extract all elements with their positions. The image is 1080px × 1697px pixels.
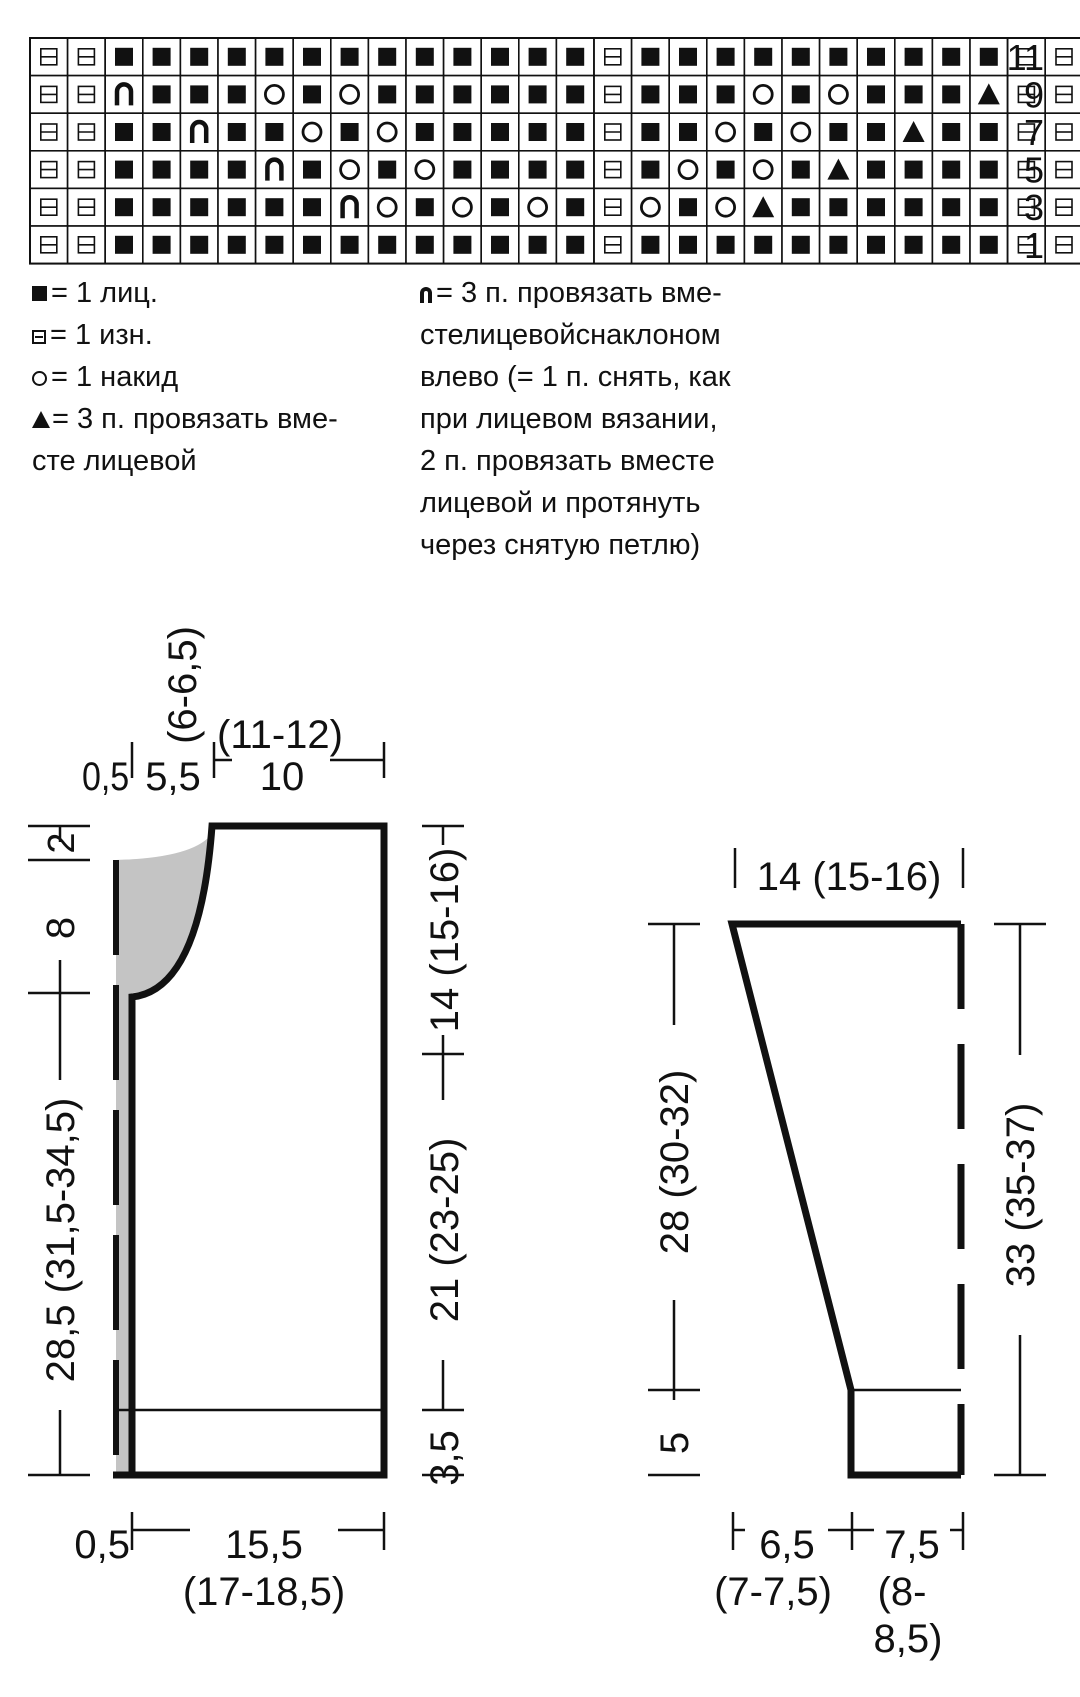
chart-cell-knit-stitch [143,38,181,76]
chart-cell-knit-stitch [406,76,444,114]
chart-cell-knit-stitch [256,113,294,151]
chart-cell-knit-stitch [331,38,369,76]
left-legend-row [32,398,338,440]
chart-cell-knit-stitch [444,151,482,189]
sleeve-cuff-label: 5 [653,1431,697,1455]
chart-cell-knit-stitch [669,113,707,151]
chart-cell-knit-stitch [744,113,782,151]
sleeve-bottom-left-alt-label: (7-7,5) [714,1570,832,1614]
chart-cell-knit-stitch [632,151,670,189]
chart-row-number: 9 [1023,74,1044,116]
chart-cell-yarn-over-stitch [744,76,782,114]
right-legend-row [420,356,731,398]
chart-cell-knit-stitch [895,151,933,189]
chart-cell-knit-stitch [782,76,820,114]
sleeve-outline [732,924,961,1475]
chart-cell-knit-stitch [143,76,181,114]
front-neck-depth-top-label: 2 [41,832,83,854]
chart-cell-yarn-over-stitch [820,76,858,114]
chart-cell-knit-stitch [857,76,895,114]
chart-cell-knit-stitch [143,113,181,151]
chart-cell-knit-stitch [895,188,933,226]
chart-cell-knit-stitch [857,151,895,189]
chart-cell-yarn-over-stitch [293,113,331,151]
chart-cell-purl-stitch [30,38,68,76]
chart-cell-knit-stitch [481,188,519,226]
chart-cell-purl-stitch [594,188,632,226]
chart-cell-knit-stitch [406,38,444,76]
chart-cell-yarn-over-stitch [707,113,745,151]
chart-cell-yarn-over-stitch [331,76,369,114]
front-neck-width-alt-label: (6-6,5) [161,626,205,744]
chart-cell-knit-stitch [707,76,745,114]
left-legend-text: = 1 накид [51,361,179,393]
chart-cell-knit-stitch [481,76,519,114]
front-hem-label: 3,5 [423,1430,467,1486]
chart-cell-purl-stitch [1045,38,1080,76]
chart-cell-knit-stitch [970,188,1008,226]
chart-cell-purl-stitch [594,151,632,189]
chart-cell-knit-stitch [105,226,143,264]
chart-cell-purl-stitch [68,226,106,264]
chart-cell-knit-stitch [519,76,557,114]
chart-cell-knit-stitch [669,188,707,226]
knit-icon [32,286,47,301]
chart-cell-knit-stitch [556,38,594,76]
chart-cell-purl-stitch [594,38,632,76]
sleeve-labels [653,855,1043,1661]
chart-cell-knit-stitch [331,113,369,151]
chart-cell-purl-stitch [68,113,106,151]
chart-cell-knit-stitch [857,226,895,264]
right-legend-text: стелицевойснаклоном [420,319,721,351]
chart-cell-sk2p-stitch [331,188,369,226]
chart-cell-knit-stitch [895,226,933,264]
chart-cell-knit-stitch [519,113,557,151]
legend-left-column [32,272,338,482]
sk2p-icon [420,287,432,303]
chart-cell-yarn-over-stitch [519,188,557,226]
chart-cell-sk2p-stitch [105,76,143,114]
front-width-alt-label: (17-18,5) [182,1570,346,1614]
chart-row-number: 3 [1023,187,1044,229]
front-neck-width-label: 5,5 [145,755,201,799]
front-body-length-label: 28,5 (31,5-34,5) [39,1097,83,1383]
chart-cell-purl-stitch [594,113,632,151]
sleeve-bottom-right-alt-label-2: 8,5) [873,1617,943,1661]
front-shoulder-margin-label: 0,5 [81,753,130,799]
chart-cell-yarn-over-stitch [632,188,670,226]
chart-cell-knit-stitch [857,188,895,226]
chart-cell-yarn-over-stitch [744,151,782,189]
chart-cell-knit-stitch [406,113,444,151]
chart-cell-knit-stitch [481,151,519,189]
front-width-label: 15,5 [225,1523,303,1567]
chart-cell-knit-stitch [669,226,707,264]
chart-row-number: 5 [1023,149,1044,191]
left-legend-row [32,440,338,482]
chart-cell-knit-stitch [143,226,181,264]
chart-cell-knit-stitch [632,76,670,114]
chart-cell-knit-stitch [970,226,1008,264]
front-side-length-label: 21 (23-25) [423,1137,467,1323]
chart-cell-k3tog-stitch [895,113,933,151]
chart-cell-knit-stitch [256,226,294,264]
k3tog-icon [32,411,50,428]
chart-cell-purl-stitch [1045,113,1080,151]
chart-cell-knit-stitch [895,76,933,114]
chart-cell-knit-stitch [256,38,294,76]
right-legend-row [420,482,731,524]
front-neck-depth-label: 8 [39,916,83,940]
chart-cell-purl-stitch [30,151,68,189]
chart-cell-purl-stitch [594,226,632,264]
chart-cell-knit-stitch [256,188,294,226]
chart-cell-knit-stitch [406,226,444,264]
chart-cell-knit-stitch [218,226,256,264]
chart-cell-knit-stitch [293,188,331,226]
chart-cell-purl-stitch [30,113,68,151]
sleeve-bottom-right-alt-label-1: (8- [877,1570,927,1614]
chart-cell-knit-stitch [519,151,557,189]
right-legend-row [420,524,731,566]
chart-cell-knit-stitch [368,38,406,76]
chart-cell-knit-stitch [444,113,482,151]
chart-cell-knit-stitch [970,113,1008,151]
right-legend-row [420,398,731,440]
chart-cell-purl-stitch [68,38,106,76]
chart-cell-purl-stitch [68,188,106,226]
sleeve-length-label: 28 (30-32) [653,1069,697,1255]
chart-cell-knit-stitch [782,38,820,76]
chart-cell-knit-stitch [632,226,670,264]
chart-cell-purl-stitch [1045,226,1080,264]
chart-cell-knit-stitch [707,226,745,264]
chart-cell-yarn-over-stitch [669,151,707,189]
chart-cell-knit-stitch [857,38,895,76]
chart-cell-purl-stitch [1045,188,1080,226]
chart-cell-knit-stitch [293,151,331,189]
chart-cell-knit-stitch [556,226,594,264]
front-piece [28,742,464,1550]
sleeve-bottom-left-label: 6,5 [759,1523,815,1567]
left-legend-text: = 1 лиц. [51,277,158,309]
sleeve-piece [648,848,1046,1550]
chart-cell-knit-stitch [180,226,218,264]
right-legend-row [420,272,731,314]
chart-cell-knit-stitch [669,76,707,114]
chart-cell-knit-stitch [143,151,181,189]
chart-cell-knit-stitch [368,151,406,189]
chart-cell-knit-stitch [143,188,181,226]
sleeve-top-width-label: 14 (15-16) [756,855,942,899]
chart-row-number: 1 [1023,224,1044,266]
right-legend-row [420,440,731,482]
chart-cell-knit-stitch [105,151,143,189]
chart-cell-knit-stitch [632,38,670,76]
chart-cell-yarn-over-stitch [782,113,820,151]
chart-cell-knit-stitch [218,151,256,189]
chart-cell-k3tog-stitch [820,151,858,189]
chart-cell-knit-stitch [782,151,820,189]
chart-cell-knit-stitch [669,38,707,76]
chart-cell-knit-stitch [556,113,594,151]
chart-cell-purl-stitch [68,151,106,189]
chart-cell-knit-stitch [444,76,482,114]
chart-cell-knit-stitch [519,226,557,264]
stitch-chart [30,38,1080,264]
legend-right-column [420,272,731,566]
chart-cell-knit-stitch [970,151,1008,189]
chart-cell-purl-stitch [30,188,68,226]
right-legend-text: лицевой и протянуть [420,487,701,519]
chart-cell-knit-stitch [820,226,858,264]
chart-cell-knit-stitch [519,38,557,76]
chart-cell-knit-stitch [932,226,970,264]
chart-cell-knit-stitch [820,38,858,76]
chart-cell-sk2p-stitch [256,151,294,189]
right-legend-text: влево (= 1 п. снять, как [420,361,731,393]
chart-cell-yarn-over-stitch [406,151,444,189]
chart-cell-yarn-over-stitch [331,151,369,189]
chart-cell-knit-stitch [180,38,218,76]
chart-cell-knit-stitch [970,38,1008,76]
right-legend-text: 2 п. провязать вместе [420,445,715,477]
chart-cell-knit-stitch [293,76,331,114]
chart-cell-yarn-over-stitch [707,188,745,226]
chart-cell-knit-stitch [820,113,858,151]
left-legend-row [32,356,338,398]
chart-cell-knit-stitch [218,188,256,226]
chart-cell-purl-stitch [1045,76,1080,114]
chart-cell-knit-stitch [895,38,933,76]
purl-icon [32,330,46,344]
chart-cell-knit-stitch [707,151,745,189]
yarn-over-icon [32,371,47,386]
front-labels [39,626,467,1614]
chart-cell-knit-stitch [932,76,970,114]
chart-cell-purl-stitch [30,226,68,264]
chart-cell-knit-stitch [293,38,331,76]
chart-cell-knit-stitch [218,38,256,76]
chart-cell-knit-stitch [632,113,670,151]
chart-cell-purl-stitch [1045,151,1080,189]
chart-cell-knit-stitch [444,38,482,76]
chart-cell-knit-stitch [180,76,218,114]
chart-cell-knit-stitch [218,76,256,114]
chart-row-number: 11 [1006,36,1044,78]
chart-cell-knit-stitch [105,38,143,76]
right-legend-text: при лицевом вязании, [420,403,718,435]
chart-cell-knit-stitch [782,226,820,264]
chart-cell-purl-stitch [594,76,632,114]
chart-cell-yarn-over-stitch [444,188,482,226]
front-bottom-margin-label: 0,5 [74,1523,130,1567]
chart-cell-knit-stitch [481,226,519,264]
sleeve-total-length-label: 33 (35-37) [999,1102,1043,1288]
chart-cell-knit-stitch [707,38,745,76]
chart-cell-knit-stitch [857,113,895,151]
chart-cell-knit-stitch [744,38,782,76]
chart-cell-purl-stitch [68,76,106,114]
front-armhole-label: 14 (15-16) [423,847,467,1033]
chart-cell-knit-stitch [932,151,970,189]
chart-cell-knit-stitch [932,113,970,151]
chart-cell-knit-stitch [782,188,820,226]
chart-cell-knit-stitch [444,226,482,264]
left-legend-text: сте лицевой [32,445,197,477]
chart-cell-knit-stitch [105,188,143,226]
chart-cell-sk2p-stitch [180,113,218,151]
sleeve-bottom-right-label: 7,5 [884,1523,940,1567]
front-shoulder-width-label: 10 [259,755,305,799]
chart-cell-knit-stitch [481,113,519,151]
chart-cell-knit-stitch [932,38,970,76]
chart-cell-knit-stitch [368,226,406,264]
chart-cell-knit-stitch [556,76,594,114]
right-legend-row [420,314,731,356]
chart-cell-knit-stitch [293,226,331,264]
chart-cell-knit-stitch [820,188,858,226]
chart-cell-knit-stitch [105,113,143,151]
left-legend-row [32,272,338,314]
chart-cell-knit-stitch [331,226,369,264]
chart-cell-knit-stitch [180,188,218,226]
chart-cell-purl-stitch [30,76,68,114]
chart-cell-knit-stitch [932,188,970,226]
left-legend-text: = 3 п. провязать вме- [52,403,338,435]
chart-cell-yarn-over-stitch [256,76,294,114]
chart-cell-knit-stitch [368,76,406,114]
chart-cell-yarn-over-stitch [368,188,406,226]
chart-row-number: 7 [1023,112,1044,153]
left-legend-text: = 1 изн. [50,319,153,351]
chart-cell-k3tog-stitch [744,188,782,226]
right-legend-text: через снятую петлю) [420,529,701,561]
right-legend-text: = 3 п. провязать вме- [436,277,722,309]
chart-cell-yarn-over-stitch [368,113,406,151]
chart-cell-knit-stitch [556,151,594,189]
chart-cell-knit-stitch [218,113,256,151]
chart-cell-knit-stitch [406,188,444,226]
chart-cell-knit-stitch [481,38,519,76]
chart-cell-knit-stitch [180,151,218,189]
front-shoulder-width-alt-label: (11-12) [217,713,343,757]
left-legend-row [32,314,338,356]
chart-cell-knit-stitch [556,188,594,226]
chart-cell-k3tog-stitch [970,76,1008,114]
chart-cell-knit-stitch [744,226,782,264]
